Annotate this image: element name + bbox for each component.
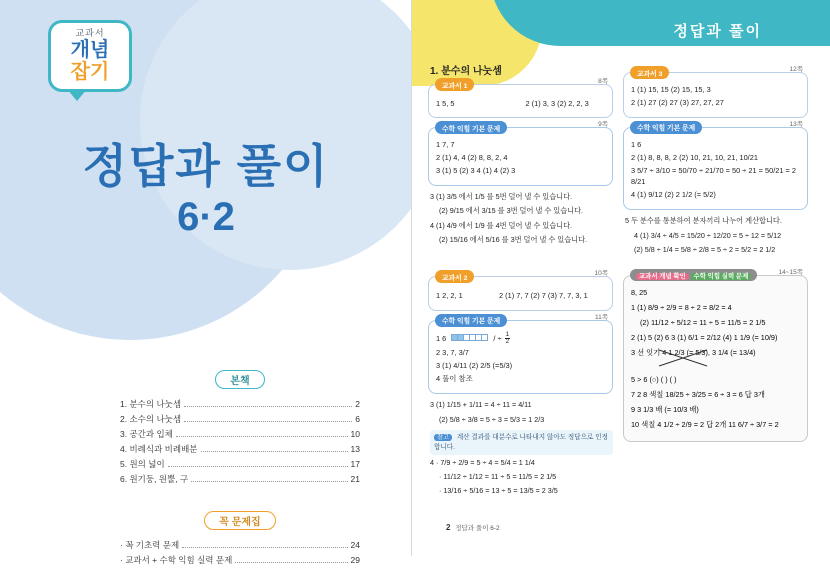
toc-item-title: 5. 원의 넓이 [120, 459, 165, 469]
answer-box [623, 120, 808, 210]
toc-item [120, 443, 360, 455]
answer-explanation: (2) 5/8 ÷ 3/8 = 5 ÷ 3 = 5/3 = 1 2/3 [439, 414, 545, 424]
chapter-title: 1. 분수의 나눗셈 [430, 66, 502, 77]
answer-line: 1 (1) 15, 15 (2) 15, 15, 3 [631, 85, 711, 94]
answer-line: 3 (1) 5 (2) 3 4 (1) 4 (2) 3 [436, 166, 516, 176]
toc-item-title: 1. 분수의 나눗셈 [120, 399, 182, 409]
matching-lines-diagram [657, 346, 717, 370]
answer-column-right [623, 56, 808, 540]
box-tag: 교과서 2 [435, 270, 474, 283]
answer-line: 9 3 1/3 배 (= 10/3 배) [631, 405, 699, 415]
answer-line: 2 (1) 7, 7 (2) 7 (3) 7, 7, 3, 1 [499, 290, 588, 300]
toc-dots [235, 562, 347, 563]
toc-heading-secondary: 꼭 문제집 [204, 511, 275, 530]
box-tag: 수학 익힘 기본 문제 [435, 314, 507, 327]
answer-line: 2 (1) 27 (2) 27 (3) 27, 27, 27 [631, 97, 724, 107]
answer-line: 1 2, 2, 1 [436, 290, 463, 300]
box-page-number: 8쪽 [598, 78, 608, 85]
answer-line: 1 6 / ÷ $\frac{1}{2}$ [436, 330, 510, 346]
answer-explanation: · 13/16 ÷ 5/16 = 13 ÷ 5 = 13/5 = 2 3/5 [439, 486, 558, 496]
box-page-number: 12쪽 [789, 66, 803, 73]
toc-item [120, 428, 360, 440]
toc-item-title: · 꼭 기초력 문제 [120, 540, 180, 550]
box-tag-part-1: 교과서 개념 확인 [636, 273, 689, 280]
answer-box [428, 78, 613, 118]
header-teal-shape [490, 0, 830, 46]
toc-dots [191, 481, 347, 482]
answer-column-left [428, 56, 613, 540]
box-page-number: 10쪽 [594, 270, 608, 278]
footer-label: 정답과 풀이 6-2 [455, 525, 500, 532]
cover-page [0, 0, 412, 565]
answer-line: 4 풀이 참조 [436, 374, 473, 384]
toc-heading: 본책 [215, 370, 264, 389]
answer-line-text: 1 6 [436, 333, 447, 343]
box-page-number: 9쪽 [598, 121, 608, 129]
answer-line-text: 5 > 6 (○) ( ) ( ) [631, 375, 677, 385]
answer-line: 10 색칠 4 1/2 ÷ 2/9 = 2 답 2개 11 6/7 ÷ 3/7 = 2 [631, 420, 779, 430]
toc-item-title: 3. 공간과 입체 [120, 429, 173, 439]
box-page-number: 11쪽 [594, 313, 608, 321]
fraction-strip-icon [451, 333, 487, 344]
page-footer [446, 523, 500, 532]
toc-item-title: 2. 소수의 나눗셈 [120, 414, 182, 424]
toc-item [120, 458, 360, 470]
answer-line-text: 3 선 잇기 4 1 2/3 (= 5/3), 3 1/4 (= 13/4) [631, 347, 756, 357]
toc-item-title: 6. 원기둥, 원뿔, 구 [120, 474, 189, 484]
answer-box [428, 270, 613, 310]
box-tag: 수학 익힘 기본 문제 [630, 121, 702, 134]
box-tag: 교과서 3 [630, 66, 669, 79]
note-text: 계산 결과를 대분수로 나타내지 않아도 정답으로 인정합니다. [434, 433, 608, 451]
answer-line: 1 (1) 8/9 ÷ 2/9 = 8 ÷ 2 = 8/2 = 4 [631, 302, 732, 312]
note-callout [430, 430, 613, 456]
answer-page [412, 0, 818, 556]
answer-line: 1 7, 7 [436, 140, 455, 150]
note-label: 참고 [434, 434, 452, 441]
toc-item-title: 4. 비례식과 비례배분 [120, 444, 198, 454]
answer-line: 8, 25 [631, 287, 648, 297]
answer-line: 1 6 [631, 139, 642, 149]
answer-explanation: (2) 9/15 에서 3/15 를 3번 덜어 낼 수 있습니다. [439, 206, 584, 216]
toc-dots [184, 421, 352, 422]
answer-line: 4 (1) 9/12 (2) 2 1/2 (= 5/2) [631, 190, 716, 200]
answer-explanation: 4 (1) 4/9 에서 1/9 를 4번 덜어 낼 수 있습니다. [430, 220, 573, 230]
box-tag: 수학 익힘 기본 문제 [435, 121, 507, 134]
answer-page-title: 정답과 풀이 [673, 23, 762, 40]
answer-line: 7 2 8 색칠 18/25 ÷ 3/25 = 6 ÷ 3 = 6 답 3개 [631, 390, 765, 400]
answer-line [631, 373, 800, 386]
toc-item [120, 413, 360, 425]
answer-line: (2) 11/12 ÷ 5/12 = 11 ÷ 5 = 11/5 = 2 1/5 [640, 317, 766, 327]
toc-item-page: 10 [350, 429, 360, 439]
toc-dots [184, 406, 352, 407]
answer-explanation: 3 (1) 1/15 + 1/11 = 4 ÷ 11 = 4/11 [430, 400, 532, 410]
box-page-number: 13쪽 [789, 120, 803, 128]
answer-explanation: 4 (1) 3/4 ÷ 4/5 = 15/20 ÷ 12/20 = 5 ÷ 12 = 5/12 [634, 230, 782, 240]
answer-line: 3 (1) 4/11 (2) 2/5 (=5/3) [436, 361, 513, 371]
toc-item [120, 554, 360, 566]
answer-box [428, 313, 613, 394]
answer-explanation: 3 (1) 3/5 에서 1/5 를 5번 덜어 낼 수 있습니다. [430, 192, 573, 202]
box-page-number: 14~15쪽 [778, 269, 803, 277]
answer-explanation: (2) 15/16 에서 5/16 를 3번 덜어 낼 수 있습니다. [439, 234, 588, 244]
cover-title: 정답과 풀이 [82, 140, 330, 192]
toc-item-page: 21 [350, 474, 360, 484]
box-tag: 교과서 1 [435, 78, 474, 91]
answer-line: 2 (1) 3, 3 (2) 2, 2, 3 [525, 98, 589, 108]
answer-explanation: 5 두 분수를 통분하여 분자끼리 나누어 계산합니다. [625, 216, 782, 226]
answer-box-mixed [623, 269, 808, 442]
toc-item-page: 13 [350, 444, 360, 454]
toc-item-page: 24 [350, 540, 360, 550]
toc-dots [182, 547, 347, 548]
toc-item-page: 17 [350, 459, 360, 469]
cover-grade: 6·2 [177, 195, 235, 239]
toc-dots [201, 451, 348, 452]
answer-explanation: 4 · 7/9 ÷ 2/9 = 5 ÷ 4 = 5/4 = 1 1/4 [430, 457, 535, 467]
answer-explanation: (2) 5/8 ÷ 1/4 = 5/8 ÷ 2/8 = 5 ÷ 2 = 5/2 = 2 1/2 [634, 245, 776, 255]
answer-line: 2 (1) 5 (2) 6 3 (1) 6/1 = 2/12 (4) 1 1/9 (= 10/9) [631, 332, 778, 342]
logo-subtitle: 교과서 [75, 28, 105, 38]
toc-item-title: · 교과서 + 수학 익힘 실력 문제 [120, 555, 233, 565]
table-of-contents [120, 370, 360, 569]
brand-logo [48, 20, 132, 100]
toc-item-page: 29 [350, 555, 360, 565]
logo-line-1: 개념 [70, 39, 110, 61]
toc-dots [168, 466, 348, 467]
toc-item-page: 2 [355, 399, 360, 409]
answer-box [623, 66, 808, 118]
toc-item [120, 398, 360, 410]
answer-line: 2 3, 7, 3/7 [436, 348, 469, 358]
box-tag-part-2: 수학 익힘 실력 문제 [691, 273, 752, 280]
footer-page-number: 2 [446, 523, 451, 532]
logo-line-2: 잡기 [70, 61, 110, 83]
toc-item [120, 473, 360, 485]
answer-columns [428, 56, 808, 540]
toc-item-page: 6 [355, 414, 360, 424]
toc-item [120, 539, 360, 551]
answer-box [428, 121, 613, 186]
toc-dots [176, 436, 348, 437]
answer-line: 2 (1) 4, 4 (2) 8, 8, 2, 4 [436, 153, 508, 163]
answer-line: 1 5, 5 [436, 98, 455, 108]
answer-explanation: · 11/12 ÷ 1/12 = 11 ÷ 5 = 11/5 = 2 1/5 [439, 472, 557, 482]
answer-line: 3 5/7 ÷ 3/10 = 50/70 ÷ 21/70 = 50 ÷ 21 = 50/21 = 2 8/21 [631, 165, 797, 187]
answer-line [631, 346, 800, 372]
box-tag-mixed [630, 269, 757, 281]
answer-line: 2 (1) 8, 8, 8, 2 (2) 10, 21, 10, 21, 10/21 [631, 152, 758, 162]
